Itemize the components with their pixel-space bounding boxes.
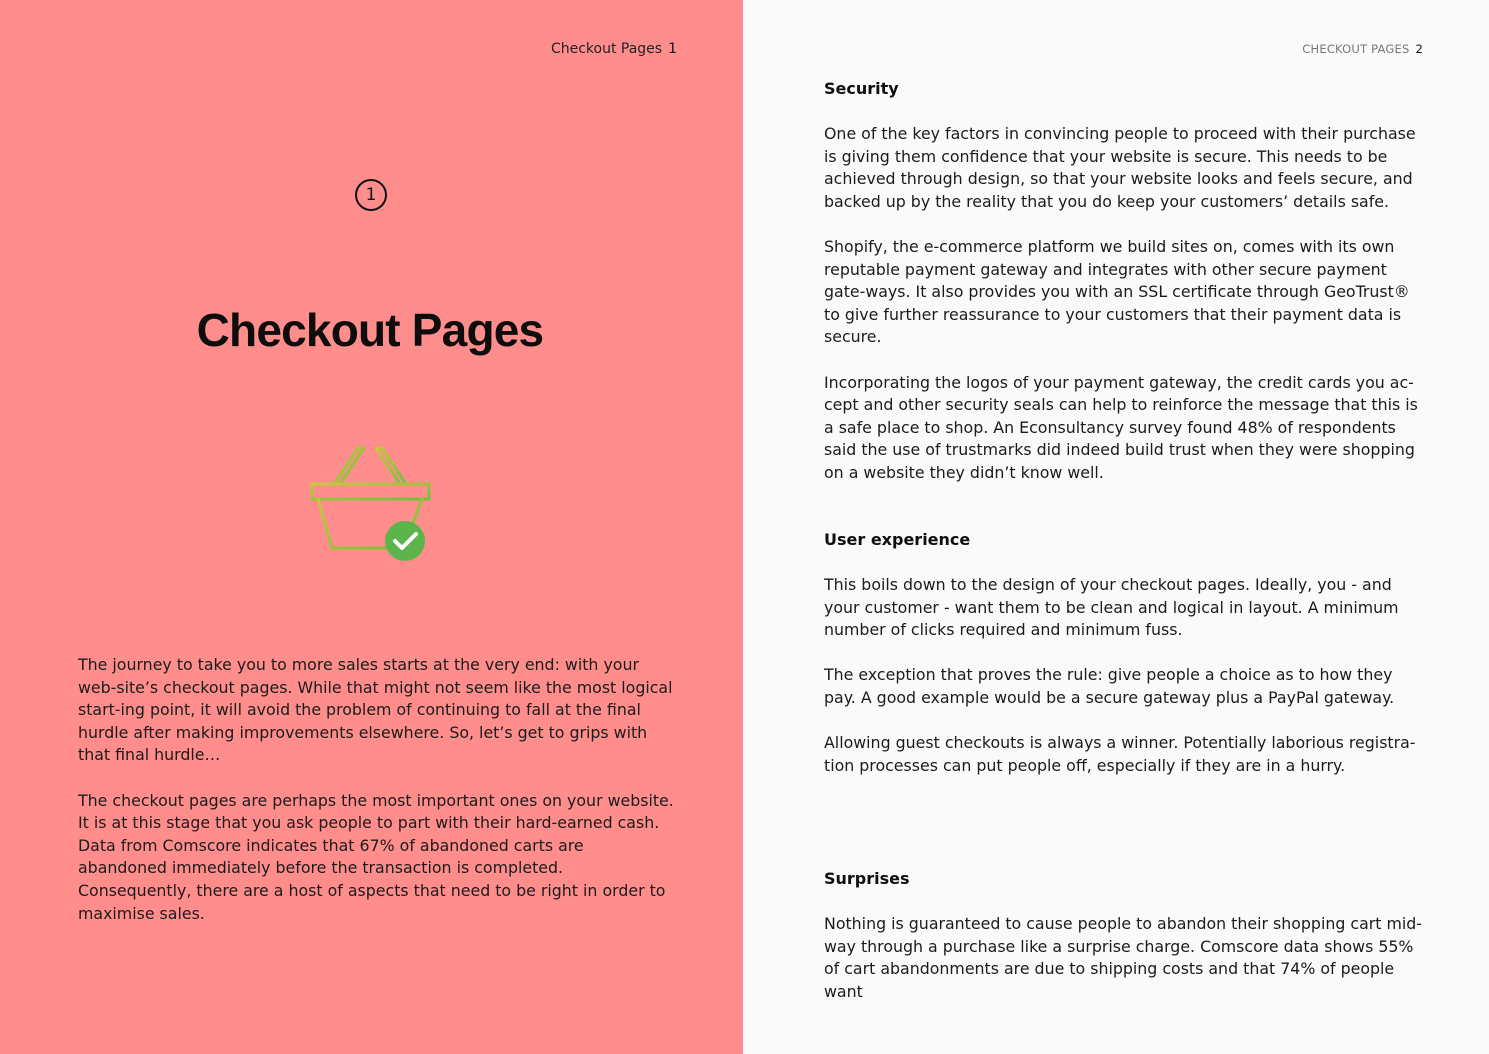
shopping-basket-check-icon xyxy=(306,440,436,569)
section-heading: User experience xyxy=(824,530,971,549)
section-paragraph: One of the key factors in convincing people to proceed with their purchase is giving them confidence that your website is secure. This needs to be achieved through design, so that your website looks and feels secure, and backed up by the reality that you do keep your customers’ details safe. xyxy=(824,124,1416,211)
section-paragraph: Allowing guest checkouts is always a winner. Potentially laborious registra-tion processes can put people off, especially if they are in a hurry. xyxy=(824,733,1416,775)
intro-paragraph: The journey to take you to more sales starts at the very end: with your web-site’s checkout pages. While that might not seem like the most logical start-ing point, it will avoid the problem of continuing to fall at the final hurdle after making improvements elsewhere. So, let’s get to grips with that final hurdle… xyxy=(78,655,673,765)
section-heading: Security xyxy=(824,79,899,98)
section-user-experience xyxy=(824,529,1424,800)
running-head-title: CHECKOUT PAGES xyxy=(1302,42,1410,56)
section-paragraph: Nothing is guaranteed to cause people to abandon their shopping cart mid-way through a purchase like a surprise charge. Comscore data shows 55% of cart abandonments are due to shipping costs and that 74% of people want xyxy=(824,914,1422,1001)
page-number: 2 xyxy=(1415,42,1423,56)
running-head xyxy=(551,41,677,57)
section-security xyxy=(824,78,1424,507)
section-surprises xyxy=(824,868,1424,1026)
intro-text xyxy=(78,654,676,948)
left-page xyxy=(0,0,743,1054)
running-head xyxy=(1302,42,1423,56)
page-number: 1 xyxy=(668,41,677,57)
section-paragraph: This boils down to the design of your checkout pages. Ideally, you - and your customer - want them to be clean and logical in layout. A minimum number of clicks required and minimum fuss. xyxy=(824,575,1399,640)
chapter-number: 1 xyxy=(355,179,387,211)
chapter-title: Checkout Pages xyxy=(196,304,544,356)
section-paragraph: Incorporating the logos of your payment gateway, the credit cards you ac-cept and other security seals can help to reinforce the message that this is a safe place to shop. An Econsultancy survey found 48% of respondents said the use of trustmarks did indeed build trust when they were shopping on a website they didn’t know well. xyxy=(824,372,1418,482)
intro-paragraph: The checkout pages are perhaps the most important ones on your website. It is at this stage that you ask people to part with their hard-earned cash. Data from Comscore indicates that 67% of abandoned carts are abandoned immediately before the transaction is completed. Consequently, there are a host of aspects that need to be right in order to maximise sales. xyxy=(78,790,674,923)
section-paragraph: The exception that proves the rule: give people a choice as to how they pay. A good example would be a secure gateway plus a PayPal gateway. xyxy=(824,665,1395,707)
section-paragraph: Shopify, the e-commerce platform we build sites on, comes with its own reputable payment gateway and integrates with other secure payment gate-ways. It also provides you with an SSL certificate through GeoTrust® to give further reassurance to your customers that their payment data is secure. xyxy=(824,236,1410,347)
running-head-title: Checkout Pages xyxy=(550,41,663,57)
section-heading: Surprises xyxy=(824,869,910,888)
right-page xyxy=(743,0,1489,1054)
